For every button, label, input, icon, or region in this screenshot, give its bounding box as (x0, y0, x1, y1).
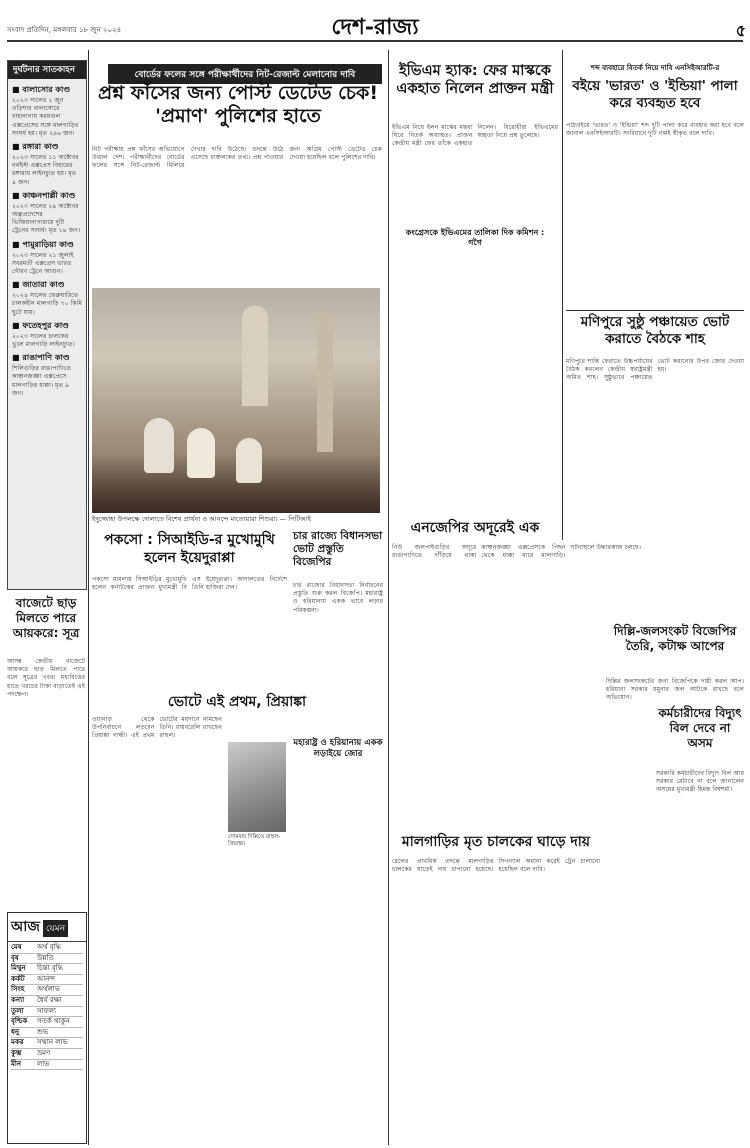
horoscope-text: শুভ (37, 1027, 49, 1036)
horoscope-row (11, 1028, 83, 1039)
accident-sidebar (7, 60, 87, 590)
manipur-rule (566, 310, 744, 311)
malgari-body: রেলের প্রাথমিক তদন্তে মালগাড়ির চালকের ঘাড়েই দায় চাপানো হয়েছে। সিগন্যাল অমান্য করেই ট্রেন চালানো হয়েছিল বলে দাবি। (392, 858, 600, 874)
horoscope-sign: কর্কট (11, 974, 25, 983)
nda-body: নিউ জলপাইগুড়ির অদূরে রাঙাপাণিতে দাঁড়িয়ে থাকা কাঞ্চনজঙ্ঘা এক্সপ্রেসকে পিছন থেকে ধাক্কা মারে মালগাড়ি। ঘটনাস্থলে উদ্ধারকাজ চলছে। (392, 544, 641, 560)
horoscope-text: আনন্দ (37, 974, 55, 983)
sidebar-item-title: ■ রাঙাপাণি কাণ্ড (12, 353, 70, 363)
priyanka-body: ওয়ানাড় থেকে উপনির্বাচনে লড়বেন প্রিয়াঙ্কা গান্ধী। এই প্রথম ভোটের ময়দানে নামছেন তিনি। রায়বরেলি রাখছেন রাহুল। (92, 716, 222, 740)
horoscope-sign: মকর (11, 1038, 24, 1047)
sidebar-item-title: ■ জাতারা কাণ্ড (12, 280, 65, 290)
horoscope-row (11, 975, 83, 986)
nda-headline: এনজেপির অদূরেই এক (410, 520, 540, 536)
sidebar-item-body: ২০২৪ সালের ফেব্রুয়ারিতে চালকহীন মালগাড়ি ৭০ কিমি ছুটে যায়। (12, 292, 82, 316)
exam-kicker: বোর্ডের ফলের সঙ্গে পরীক্ষার্থীদের নিট-রেজাল্ট মেলানোর দাবি (108, 64, 382, 84)
pocso-body: পকসো মামলায় সিআইডির মুখোমুখি হলেন কর্নাটকের প্রাক্তন মুখ্যমন্ত্রী বি এস ইয়েদুরাপ্পা। আদালতের নির্দেশে তিনি হাজিরা দেন। (92, 576, 287, 592)
horoscope-subtitle: যেমন (43, 920, 68, 937)
priyanka-headline: ভোটে এই প্রথম, প্রিয়াঙ্কা (167, 694, 307, 710)
sidebar-item-body: ২০২৩ সালের ২৯ অক্টোবর অন্ধ্রপ্রদেশের ভিজিয়ানাগারামে দুটি ট্রেনের সংঘর্ষ। মৃত ১৪ জন। (12, 202, 81, 235)
horoscope-row (11, 943, 83, 954)
sidebar-item-title: ■ কাঞ্চনপাল্লী কাণ্ড (12, 190, 76, 200)
malgari-headline: মালগাড়ির মৃত চালকের ঘাড়ে দায় (401, 834, 591, 850)
book-headline: বইয়ে 'ভারত' ও 'ইন্ডিয়া' পালা করে ব্যবহৃত হবে (572, 78, 738, 111)
section-title: দেশ-রাজ্য (331, 14, 419, 40)
photo-caption: ইদুজ্জোহা উপলক্ষে দোলাতে বিশেষ প্রার্থনা ও আনন্দে মাতোয়ারা শিশুরা। — পিটিআই (92, 515, 311, 523)
sidebar-item-body: ২০২৩ সালের ২ জুন ওড়িশার বালাসোরে বাহানাগায় করমণ্ডল এক্সপ্রেসের সঙ্গে মালগাড়ির সংঘর্ষ হয়। মৃত ২৯৬ জন। (12, 97, 79, 137)
delhi-water-body: দিল্লির জলসংকটের জন্য বিজেপিকে দায়ী করল আপ। হরিয়ানা সরকার যমুনার জল আটকে রাখছে বলে অভিযোগ। (606, 678, 744, 702)
horoscope-row (11, 964, 83, 975)
pocso-headline: পকসো : সিআইডি-র মুখোমুখি হলেন ইয়েদুরাপ্পা (104, 532, 275, 566)
sidebar-item-body: ২০২৩ সালের চালকের ভুলে মালগাড়ি লাইনচ্যুত। (12, 332, 75, 349)
sidebar-item-title: ■ রঙ্গারা কাণ্ড (12, 142, 59, 152)
horoscope-sign: কন্যা (11, 995, 25, 1004)
assam-headline: কর্মচারীদের বিদ্যুৎ বিল দেবে না অসম (658, 706, 742, 750)
bjp-states-headline: চার রাজ্যে বিধানসভা ভোট প্রস্তুতি বিজেপির (293, 530, 383, 569)
exam-headline: প্রশ্ন ফাঁসের জন্য পোস্ট ডেটেড চেক! 'প্রমাণ' পুলিশের হাতে (97, 82, 379, 127)
budget-body: আসন্ন কেন্দ্রীয় বাজেটে আয়করে ছাড় মিলতে পারে বলে সূত্রের খবর। মধ্যবিত্তের হাতে খরচের টাকা বাড়াতেই এই পদক্ষেপ। (7, 658, 85, 698)
horoscope-text: সম্মান লাভ (37, 1038, 68, 1047)
sidebar-item-title: ■ ফতেহপুর কাণ্ড (12, 320, 69, 330)
horoscope-text: অর্থলাভ (37, 985, 61, 994)
horoscope-text: সতর্ক থাকুন (37, 1017, 70, 1026)
priyanka-caption: সোমবার দিল্লিতে রাহুল-প্রিয়াঙ্কা। (228, 834, 281, 847)
horoscope-text: লাভ (37, 1059, 50, 1068)
horoscope-text: সাফল্য (37, 1006, 57, 1015)
evm-body: ইভিএম নিয়ে ইলন মাস্কের মন্তব্য ঘিরে বিতর্ক অব্যাহত। প্রাক্তন কেন্দ্রীয় মন্ত্রী ফের তাঁকে একহাত নিলেন। বিরোধীরা ইভিএমের স্বচ্ছতা নিয়ে প্রশ্ন তুলেছে। (392, 124, 558, 148)
horoscope-row (11, 985, 83, 996)
horoscope-sign: বৃশ্চিক (11, 1017, 28, 1026)
column-rule (88, 50, 89, 1145)
horoscope-row (11, 1060, 83, 1071)
horoscope-sign: মেষ (11, 943, 22, 951)
book-kicker: শব্দ ব্যবহারে বিতর্ক নিয়ে দাবি এনসিইআরটি-র (590, 64, 720, 72)
dateline: সংবাদ প্রতিদিন, মঙ্গলবার ১৮ জুন ২০২৪ (7, 26, 122, 34)
horoscope-text: অর্থ বৃদ্ধি (37, 943, 61, 951)
horoscope-list (8, 942, 86, 1071)
column-rule (388, 50, 389, 1145)
horoscope-title: আজ (11, 919, 40, 935)
sidebar-list (8, 79, 86, 400)
horoscope-sign: ধনু (11, 1027, 20, 1036)
exam-body: নিট পরীক্ষায় প্রশ্ন ফাঁসের অভিযোগে উত্তাল দেশ। পরীক্ষার্থীদের বোর্ডের ফলের সঙ্গে নিট-রেজাল্ট মিলিয়ে দেখার দাবি উঠেছে। তদন্তে উঠে এসেছে চাঞ্চল্যকর তথ্য। প্রশ্ন পাওয়ার জন্য অগ্রিম পোস্ট ডেটেড চেক দেওয়া হয়েছিল বলে পুলিশের দাবি। (92, 146, 382, 170)
book-body: পাঠ্যবইয়ে 'ভারত' ও 'ইন্ডিয়া' শব্দ দুটি পালা করে ব্যবহার করা হবে বলে জানাল এনসিইআরটি। সংবিধানে দুটি নামই স্বীকৃত বলে দাবি। (566, 122, 744, 138)
budget-headline: বাজেটে ছাড় মিলতে পারে আয়করে: সূত্র (12, 596, 80, 640)
sidebar-item-title: ■ পামুরাড়িয়া কাণ্ড (12, 239, 74, 249)
horoscope-text: ভ্রমণ (37, 1048, 51, 1057)
masthead-rule (7, 40, 743, 42)
horoscope-sign: তুলা (11, 1006, 24, 1015)
horoscope-row (11, 1017, 83, 1028)
evm-subhead: কংগ্রেসকে ইভিএমের তালিকা দিক কমিশন : গগৈ (405, 228, 545, 247)
evm-headline: ইভিএম হ্যাক: ফের মাস্ককে একহাত নিলেন প্রাক্তন মন্ত্রী (396, 63, 554, 98)
sidebar-item-body: ২০২৩ সালের ১১ অক্টোবর নর্থইস্ট এক্সপ্রেস বিহারের রঙ্গারায় লাইনচ্যুত হয়। মৃত ৪ জন। (12, 154, 79, 186)
horoscope-row (11, 1049, 83, 1060)
eid-photo (92, 288, 380, 513)
column-rule (562, 50, 563, 540)
horoscope-text: চিন্তা বৃদ্ধি (37, 964, 63, 973)
horoscope-row (11, 1038, 83, 1049)
manipur-body: মণিপুরে শান্তি ফেরাতে উচ্চপর্যায়ের বৈঠক করলেন কেন্দ্রীয় স্বরাষ্ট্রমন্ত্রী অমিত শাহ। সুষ্ঠুভাবে পঞ্চায়েত ভোট করানোর উপর জোর দেওয়া হয়। (566, 358, 744, 382)
horoscope-row (11, 996, 83, 1007)
priyanka-photo (228, 742, 286, 832)
horoscope-sign: বৃষ (11, 953, 19, 962)
manipur-headline: মণিপুরে সুষ্ঠু পঞ্চায়েত ভোট করাতে বৈঠকে শাহ (580, 314, 730, 347)
horoscope-text: ধৈর্য রক্ষা (37, 995, 62, 1004)
delhi-water-headline: দিল্লি-জলসংকট বিজেপির তৈরি, কটাক্ষ আপের (613, 624, 737, 653)
bjp-states-body: চার রাজ্যের বিধানসভা নির্বাচনের প্রস্তুতি শুরু করল বিজেপি। মহারাষ্ট্র ও হরিয়ানায় একক ভাবে লড়ার পরিকল্পনা। (293, 582, 383, 614)
horoscope-sign: সিংহ (11, 985, 25, 994)
page-number: ৫ (735, 21, 746, 40)
sidebar-item-title: ■ বালাসোর কাণ্ড (12, 85, 71, 94)
horoscope-sign: মীন (11, 1059, 22, 1068)
sidebar-item-body: ২০২৩ সালের ২১ জুলাই সবরমতী এক্সপ্রেস ভারত গৌরব ট্রেনে আগুন। (12, 251, 74, 276)
horoscope-sign: কুম্ভ (11, 1048, 22, 1057)
sidebar-item-body: শিলিগুড়ির রাঙাপাণিতে কাঞ্চনজঙ্ঘা এক্সপ্রেসে মালগাড়ির ধাক্কা। মৃত ৯ জন। (12, 365, 72, 397)
horoscope-box (7, 912, 87, 1144)
assam-body: সরকারি কর্মচারীদের বিদ্যুৎ বিল আর সরকার মেটাবে না বলে জানালেন অসমের মুখ্যমন্ত্রী হিমন্ত বিশ্বশর্মা। (656, 770, 744, 794)
horoscope-row (11, 954, 83, 965)
horoscope-text: উন্নতি (37, 953, 54, 962)
horoscope-sign: মিথুন (11, 964, 26, 973)
sidebar-header: দুর্ঘটনার সাতকাহন (8, 61, 86, 79)
horoscope-row (11, 1007, 83, 1018)
maharashtra-headline: মহারাষ্ট্র ও হরিয়ানায় একক লড়াইয়ে জোর (293, 738, 383, 759)
